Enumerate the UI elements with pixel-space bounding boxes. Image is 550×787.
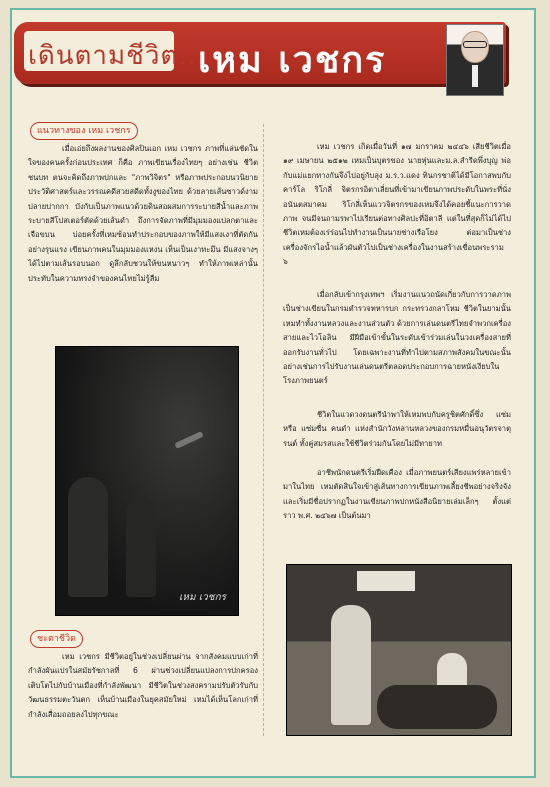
artist-signature: เหม เวชกร	[178, 592, 226, 603]
column2-para2: เมื่อกลับเข้ากรุงเทพฯ เริ่มงานแนวถนัดเกี่ยวกับการวาดภาพ เป็นช่างเขียนในกรมตำรวจทหารบก กระทรวงกลาโหม ชีวิตในยามนั้น เหมทำทั้งงานหลวงและงานส่วนตัว ด้วยการเล่นดนตรีไทยจำพวกเครื่องสายและไวโอลิน มีฝีมือเข้าขั้นในระดับเข้าร่วมเล่นในวงเครื่องสายที่ออกรับงานทั่วไป โดยเฉพาะงานที่ทำไปตามสภาพสังคมในขณะนั้น อย่างเช่นการไปรับงานเล่นดนตรีตลอดประกอบการฉายหนังเงียบในโรงภาพยนตร์	[283, 290, 511, 386]
column-divider	[263, 124, 265, 736]
portrait-tie	[472, 65, 478, 87]
section1-text: เมื่อเอ่ยถึงผลงานของศิลปินเอก เหม เวชกร ภาพที่แล่นชัดในใจของคนครั้งก่อนประเทศ ก็คือ ภาพเขียนเรื่องไทยๆ อย่างเช่น ชีวิตชนบท ตนจะคิดถึงภาพปกและ "ภาพวิจิตร" หรือภาพประกอบนวนิยาย ประวัติศาสตร์และวรรณคดีสวยสดีดทั้งงูของไทย ด้วยลายเส้นซาวด์งามปลายปากกา บังกับเป็นภาพแนวด้วยดินสอผสมการระบายสีน้ำและภาพระบายสีโปสเตอร์ตัดด้วยเส้นดำ ถึงการจัดภาพที่มีมุมมองแปลกตาและเจือขบน บ่อยครั้งที่เหมซ้อนทำประกอบของภาพให้มีแสงเงาที่ตัดกันอย่างรุนแรง เขียนภาพคนในมุมมองแหงน เห็นเป็นเงาทะมึน มีแสงจางๆ ได้ไปตามเส้นรอบนอก ดูลึกลับชวนให้ขนหนาวๆ ทำให้ภาพเหล่านั้นประทับในความทรงจำของคนไทยไม่รู้ลืม	[28, 144, 258, 283]
portrait-glasses	[463, 41, 487, 48]
section2-text: เหม เวชกร มีชีวิตอยู่ในช่วงเปลี่ยนผ่าน จากสังคมแบบเก่าที่กำลังผันแปรในสมัยรัชกาลที่ 6 ผ่านช่วงเปลี่ยนแปลงการปกครอง เติบโตไปกับบ้านเมืองที่กำลังพัฒนา มีชีวิตในช่วงสงครามปรับตัวรับกับวัฒนธรรมตะวันตก เห็นบ้านเมืองในยุคสมัยใหม่ เหมได้เห็นโลกเก่าที่กำลังเสื่อมถอยลงไปทุกขณะ	[28, 652, 258, 719]
illustration-figure-2	[126, 497, 156, 597]
column2-para1: เหม เวชกร เกิดเมื่อวันที่ ๑๗ มกราคม ๒๔๔๖ เสียชีวิตเมื่อ ๑๙ เมษายน ๒๕๑๒ เหมเป็นบุตรของ นายหุ่นและม.ล.สำรีดพึ่งบุญ พ่อกับแม่แยกทางกันจึงไปอยู่กับลุง ม.ร.ว.แดง ทินกรชาติได้มีโอกาสพบกับ คาร์โล ริโกลี่ จิตรกรอิตาเลี่ยนที่เข้ามาเขียนภาพประดับในพระที่นั่งอนันตสมาคม ริโกลี่เห็นแววจิตรกรของเหมจึงได้คอยชี้แนะการวาดภาพ จนมีจนถามรพาไปเรียนต่อทางศิลปะที่อิตาลี แต่ในที่สุดก็ไม่ได้ไป ชีวิตเหมต้องเร่ร่อนไปทำงานเป็นนายช่างเรือโยง ต่อมาเป็นช่างเครื่องจักรไอน้ำแล้วผันตัวไปเป็นช่างเครื่องในงานสร้างเขื่อนพระราม ๖	[283, 142, 511, 267]
photo-sign	[357, 571, 415, 591]
night-illustration	[55, 346, 239, 616]
section1-label: แนวทางของ เหม เวชกร	[30, 122, 138, 140]
illustration-light	[174, 431, 204, 449]
portrait-photo	[446, 24, 504, 96]
illustration-figure	[68, 477, 108, 597]
banner-title-name: เหม เวชกร	[198, 40, 387, 81]
column2-para3: ชีวิตในแวดวงดนตรีนำพาให้เหมพบกับครูชิตศักดิ์ซึ่ง แซ่ม หรือ แซ่มซื่น คนดำ แห่งสำนักวังหลานหลวงของกรมหมื่นอนุวัตรจาตุรนต์ ทั้งคู่สมรสและใช้ชีวิตร่วมกันโดยไม่มีทายาท	[283, 410, 511, 448]
musician-photo	[286, 564, 512, 736]
violinist	[331, 605, 371, 725]
column2-para4: อาชีพนักดนตรีเริ่มฝืดเคือง เมื่อภาพยนตร์เสียงแพร่หลายเข้ามาในไทย เหมตัดสินใจเข้าสู่เส้นทางการเขียนภาพเลี้ยงชีพอย่างจริงจัง และเริ่มมีชื่อปรากฏในงานเขียนภาพปกหนังสือนิยายเล่มเล็กๆ ตั้งแต่ราว พ.ศ. ๒๔๖๗ เป็นต้นมา	[283, 468, 511, 521]
section2-label: ชะตาชีวิต	[30, 630, 83, 648]
drums	[377, 685, 497, 729]
banner-title-prefix: เดินตามชีวิต...	[28, 41, 207, 71]
